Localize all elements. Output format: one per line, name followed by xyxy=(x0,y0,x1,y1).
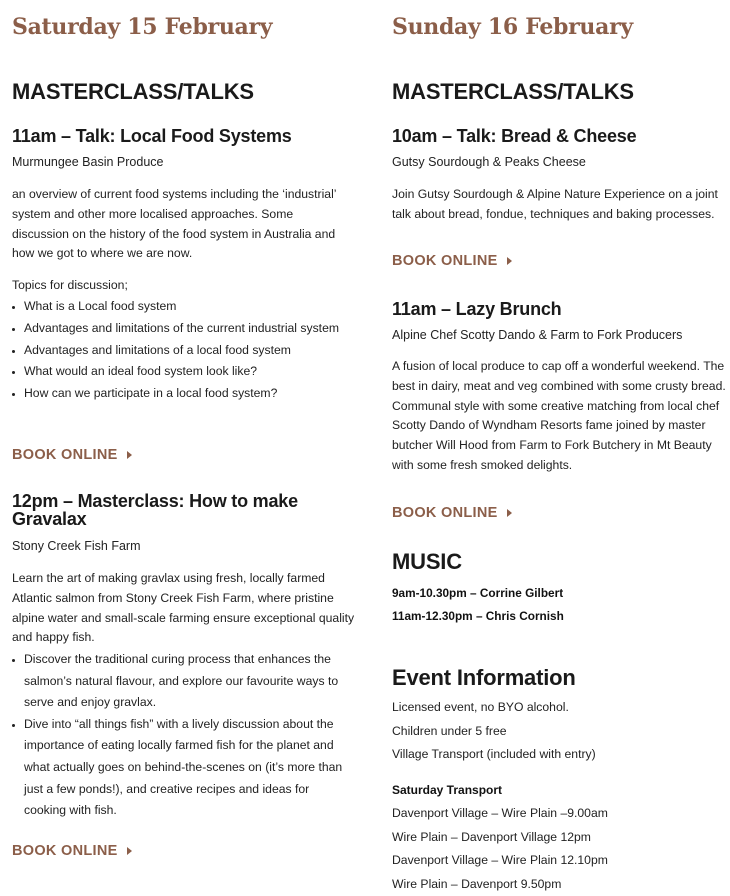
book-button-label: BOOK ONLINE xyxy=(392,253,498,269)
saturday-event2-description: Learn the art of making gravlax using fresh, locally farmed Atlantic salmon from Stony Creek Fish Farm, where pristine alpine water and small-scale farming ensure exceptional quality and happy fish. xyxy=(12,571,355,645)
list-item: • Advantages and limitations of the current industrial system xyxy=(24,318,342,340)
saturday-day-title: Saturday 15 February xyxy=(12,14,273,40)
list-item: • What is a Local food system xyxy=(24,296,342,318)
sunday-event2-title: 11am – Lazy Brunch xyxy=(392,299,562,319)
saturday-event1-description: an overview of current food systems including the ‘industrial’ system and other more localised approaches. Some discussion on the history of the food system in Australia and how we got to where we are now. xyxy=(12,187,337,261)
list-item: • Dive into “all things fish” with a lively discussion about the importance of eating locally farmed fish for the planet and what actually goes on behind-the-scenes on (it’s more than just a few ponds!), and creative recipes and ideas for cooking with fish. xyxy=(24,714,347,822)
sunday-event2-book-button[interactable] xyxy=(392,504,512,522)
saturday-section-title: MASTERCLASS/TALKS xyxy=(12,79,254,104)
saturday-event1-topics-list xyxy=(12,296,342,405)
saturday-event2-points-list xyxy=(12,649,347,822)
list-item: • What would an ideal food system look like? xyxy=(24,361,342,383)
saturday-event1-title: 11am – Talk: Local Food Systems xyxy=(12,126,292,146)
info-line: Licensed event, no BYO alcohol. xyxy=(392,700,569,714)
sunday-day-title: Sunday 16 February xyxy=(392,14,633,40)
info-line: Children under 5 free xyxy=(392,723,507,738)
sunday-event2-presenter: Alpine Chef Scotty Dando & Farm to Fork Producers xyxy=(392,328,683,342)
transport-line: Wire Plain – Davenport Village 12pm xyxy=(392,829,591,844)
arrow-right-icon xyxy=(127,451,132,459)
event-info-title: Event Information xyxy=(392,665,576,690)
sunday-event1-title: 10am – Talk: Bread & Cheese xyxy=(392,126,637,146)
saturday-event2-title: 12pm – Masterclass: How to make Gravalax xyxy=(12,491,298,529)
transport-line: Davenport Village – Wire Plain –9.00am xyxy=(392,806,608,820)
list-item: • Discover the traditional curing process that enhances the salmon’s natural flavour, and explore our favourite ways to serve and enjoy gravlax. xyxy=(24,649,347,714)
list-item: • Advantages and limitations of a local food system xyxy=(24,340,342,362)
sunday-event1-description: Join Gutsy Sourdough & Alpine Nature Experience on a joint talk about bread, fondue, techniques and baking processes. xyxy=(392,187,718,221)
arrow-right-icon xyxy=(127,847,132,855)
saturday-event1-presenter: Murmungee Basin Produce xyxy=(12,155,164,169)
music-item: 9am-10.30pm – Corrine Gilbert xyxy=(392,586,564,600)
arrow-right-icon xyxy=(507,257,512,265)
sunday-event1-presenter: Gutsy Sourdough & Peaks Cheese xyxy=(392,155,586,169)
transport-line: Wire Plain – Davenport 9.50pm xyxy=(392,876,562,891)
saturday-event1-topics-label: Topics for discussion; xyxy=(12,278,128,292)
music-section-title: MUSIC xyxy=(392,549,462,574)
info-line: Village Transport (included with entry) xyxy=(392,747,596,762)
saturday-event2-presenter: Stony Creek Fish Farm xyxy=(12,539,141,553)
transport-line: Davenport Village – Wire Plain 12.10pm xyxy=(392,853,608,868)
transport-title: Saturday Transport xyxy=(392,783,503,797)
book-button-label: BOOK ONLINE xyxy=(12,447,118,463)
list-item: • How can we participate in a local food system? xyxy=(24,383,342,405)
sunday-event2-description: A fusion of local produce to cap off a wonderful weekend. The best in dairy, meat and veg combined with some crusty bread. Communal style with some creative matching from local chef Scotty Dando of Wyndham Resorts fame joined by master butcher Will Hood from Farm to Fork Butchery in Mt Beauty with some fresh smoked delights. xyxy=(392,359,726,472)
sunday-event1-book-button[interactable] xyxy=(392,252,512,270)
saturday-event1-book-button[interactable] xyxy=(12,446,132,464)
sunday-section-title: MASTERCLASS/TALKS xyxy=(392,79,634,104)
book-button-label: BOOK ONLINE xyxy=(392,505,498,521)
music-item: 11am-12.30pm – Chris Cornish xyxy=(392,609,564,623)
saturday-event2-book-button[interactable] xyxy=(12,842,132,860)
arrow-right-icon xyxy=(507,509,512,517)
book-button-label: BOOK ONLINE xyxy=(12,843,118,859)
